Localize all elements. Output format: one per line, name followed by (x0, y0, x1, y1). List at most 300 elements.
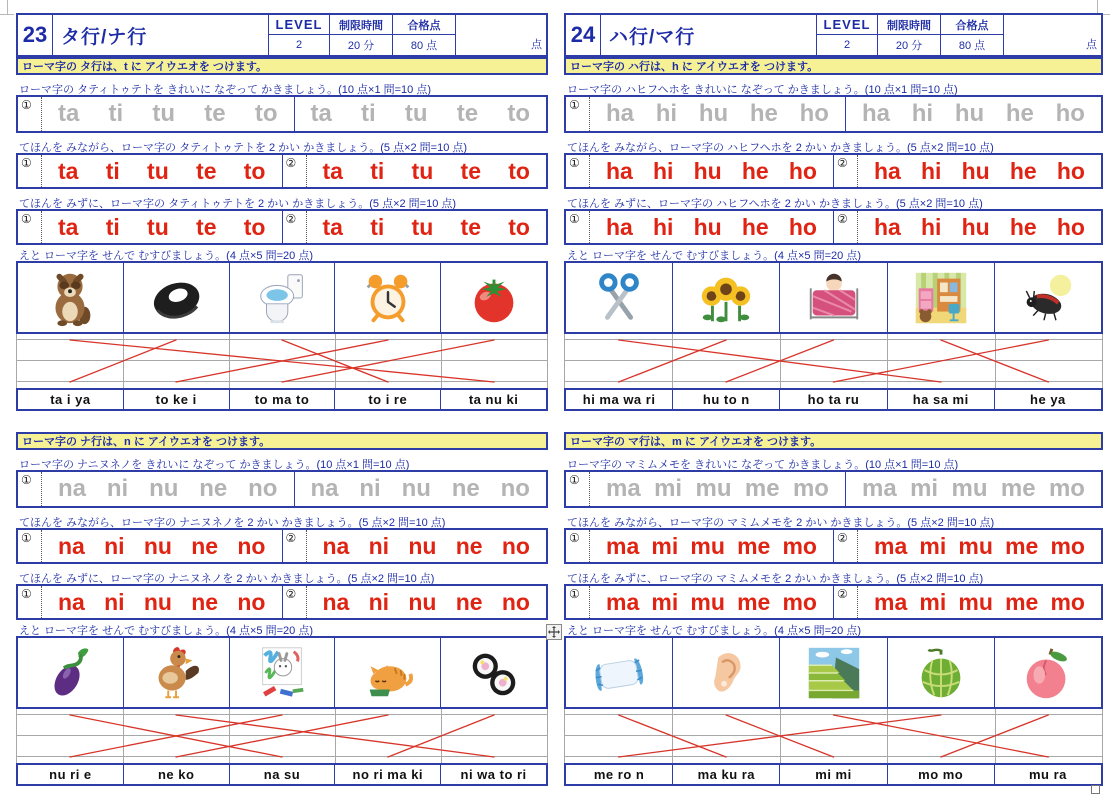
item-number-badge: ② (283, 586, 307, 618)
item-number-badge: ① (566, 97, 590, 131)
romaji-syllable: ma (874, 532, 908, 559)
match-connection-line (941, 340, 1048, 382)
match-connection-line (619, 340, 726, 382)
romaji-syllable: hu (954, 100, 985, 127)
connection-lines (565, 334, 1102, 388)
page-margin-mark-topright (1097, 0, 1098, 14)
romaji-syllable: tu (152, 100, 176, 127)
match-answer-label: nu ri e (18, 765, 124, 784)
memory-row (564, 584, 1103, 620)
romaji-syllable: me (744, 475, 780, 502)
memory-row (16, 584, 548, 620)
item-number-badge: ① (566, 155, 590, 187)
alarm-clock-icon (357, 267, 419, 329)
item-number-badge: ① (18, 586, 42, 618)
item-number-badge: ① (18, 211, 42, 243)
romaji-syllable: ta (322, 157, 343, 184)
level-value: 2 (816, 35, 877, 55)
romaji-syllable: ni (368, 588, 390, 615)
romaji-trace-text (590, 97, 845, 131)
romaji-written-text (307, 155, 547, 187)
match-connection-line (176, 715, 388, 757)
romaji-syllable: no (501, 532, 530, 559)
matching-lines-area (16, 334, 548, 388)
romaji-written-text (307, 586, 547, 618)
romaji-syllable: me (1000, 475, 1036, 502)
instruction-text: てほんを みながら、ローマ字の マミムメモを 2 かい かきましょう。(5 点×2 問=10 点) (567, 517, 995, 528)
item-number-badge: ① (566, 530, 590, 562)
sunflower-icon (695, 267, 757, 329)
romaji-syllable: mo (1048, 475, 1085, 502)
page-margin-mark-topleft-h (0, 14, 14, 15)
romaji-written-text (42, 530, 282, 562)
romaji-syllable: ma (606, 588, 640, 615)
romaji-syllable: ha (606, 157, 633, 184)
romaji-syllable: ne (191, 588, 219, 615)
match-answer-label: ma ku ra (673, 765, 780, 784)
romaji-syllable: he (741, 213, 769, 240)
worksheet-section (16, 432, 548, 786)
instruction-text: ローマ字の マミムメモを きれいに なぞって かきましょう。(10 点×1 問=10 点) (567, 459, 959, 470)
level-label: LEVEL (816, 15, 877, 35)
romaji-syllable: ho (799, 100, 829, 127)
memory-row (16, 209, 548, 245)
match-label-row (16, 388, 548, 411)
match-image-cell (566, 263, 673, 332)
romaji-syllable: nu (143, 532, 172, 559)
match-connection-line (834, 340, 1049, 382)
instruction-text: えと ローマ字を せんで むすびましょう。(4 点×5 問=20 点) (567, 250, 861, 261)
rule-bar: ローマ字の タ行は、t に アイウエオを つけます。 (16, 57, 548, 75)
romaji-trace-text (590, 472, 845, 506)
match-connection-line (388, 715, 494, 757)
match-answer-label: mo mo (888, 765, 995, 784)
romaji-syllable: mu (958, 532, 993, 559)
tire-icon (145, 267, 207, 329)
match-answer-label: no ri ma ki (335, 765, 441, 784)
romaji-trace-text (42, 97, 294, 131)
match-image-row (564, 636, 1103, 709)
romaji-trace-text (42, 472, 294, 506)
romaji-syllable: ha (606, 100, 635, 127)
match-image-cell (335, 638, 441, 707)
page-margin-mark-topleft (7, 0, 8, 14)
item-number-badge: ② (283, 155, 307, 187)
firefly-icon (1017, 267, 1079, 329)
instruction-text: てほんを みずに、ローマ字の マミムメモを 2 かい かきましょう。(5 点×2 問=10 点) (567, 573, 984, 584)
matching-lines-area (564, 334, 1103, 388)
item-number-badge: ② (834, 530, 858, 562)
page-sections (16, 57, 548, 786)
romaji-written-text (858, 211, 1101, 243)
item-number-badge: ① (18, 530, 42, 562)
romaji-syllable: nu (149, 475, 179, 502)
match-image-cell (441, 638, 546, 707)
match-label-row (16, 763, 548, 786)
norimaki-icon (463, 642, 525, 704)
romaji-syllable: tu (147, 157, 169, 184)
romaji-written-text (590, 155, 833, 187)
romaji-syllable: hu (698, 100, 729, 127)
instruction-text: てほんを みずに、ローマ字の タティトゥテトを 2 かい かきましょう。(5 点×2 問=10 点) (19, 198, 457, 209)
romaji-syllable: ho (1056, 213, 1085, 240)
romaji-syllable: mu (695, 475, 732, 502)
tomato-icon (463, 267, 525, 329)
tanuki-icon (39, 267, 101, 329)
romaji-syllable: te (460, 213, 481, 240)
romaji-syllable: na (58, 532, 85, 559)
connection-lines (17, 709, 547, 763)
time-limit-label: 制限時間 (329, 15, 392, 35)
match-connection-line (619, 715, 941, 757)
romaji-syllable: tu (404, 100, 428, 127)
connection-lines (565, 709, 1102, 763)
romaji-written-text (858, 530, 1101, 562)
romaji-syllable: hi (921, 213, 942, 240)
instruction-text: ローマ字の タティトゥテトを きれいに なぞって かきましょう。(10 点×1 問=10 点) (19, 84, 431, 95)
instruction-text: てほんを みずに、ローマ字の ナニヌネノを 2 かい かきましょう。(5 点×2 問=10 点) (19, 573, 435, 584)
romaji-syllable: ne (199, 475, 228, 502)
match-image-row (16, 636, 548, 709)
match-image-cell (230, 638, 336, 707)
instruction-text: えと ローマ字を せんで むすびましょう。(4 点×5 問=20 点) (19, 625, 313, 636)
romaji-trace-text (846, 472, 1101, 506)
romaji-syllable: hu (961, 213, 990, 240)
romaji-syllable: ni (104, 532, 125, 559)
romaji-syllable: me (737, 588, 771, 615)
romaji-syllable: mi (910, 475, 939, 502)
romaji-syllable: he (741, 157, 769, 184)
romaji-syllable: ho (1055, 100, 1085, 127)
romaji-syllable: ne (191, 532, 219, 559)
match-connection-line (726, 340, 833, 382)
item-number-badge: ① (566, 586, 590, 618)
table-move-handle[interactable] (546, 624, 562, 640)
match-answer-label: ta i ya (18, 390, 124, 409)
instruction-text: てほんを みながら、ローマ字の ハヒフヘホを 2 かい かきましょう。(5 点×2 問=10 点) (567, 142, 994, 153)
romaji-syllable: no (237, 588, 266, 615)
match-image-cell (780, 638, 887, 707)
match-connection-line (176, 340, 388, 382)
romaji-syllable: na (58, 588, 85, 615)
match-answer-label: mu ra (1028, 767, 1067, 782)
romaji-syllable: ho (788, 213, 817, 240)
romaji-syllable: mi (654, 475, 683, 502)
match-answer-label: to ke i (124, 390, 230, 409)
romaji-written-text (858, 586, 1101, 618)
worksheet-section (16, 57, 548, 411)
move-arrows-icon (548, 626, 560, 638)
item-number-badge: ② (834, 155, 858, 187)
match-image-row (16, 261, 548, 334)
item-number-badge: ① (18, 97, 42, 131)
match-label-row (564, 763, 1103, 786)
match-answer-label: ta nu ki (468, 392, 519, 407)
romaji-syllable: ha (874, 157, 901, 184)
melon-icon (910, 642, 972, 704)
romaji-syllable: ho (788, 157, 817, 184)
lesson-number: 23 (22, 22, 48, 47)
romaji-written-text (42, 211, 282, 243)
match-image-cell (124, 263, 230, 332)
match-connection-line (941, 715, 1048, 757)
worksheet-header (16, 13, 548, 57)
romaji-syllable: mu (690, 588, 725, 615)
score-entry-cell: 点 (1003, 15, 1101, 55)
romaji-syllable: ni (106, 475, 129, 502)
romaji-syllable: mi (919, 588, 947, 615)
match-connection-line (282, 340, 388, 382)
romaji-syllable: me (737, 532, 771, 559)
romaji-syllable: ti (370, 157, 385, 184)
match-image-cell (995, 263, 1101, 332)
romaji-syllable: ha (606, 213, 633, 240)
match-image-cell (780, 263, 887, 332)
romaji-syllable: te (456, 100, 479, 127)
romaji-written-text (858, 155, 1101, 187)
copy-row (16, 153, 548, 189)
romaji-syllable: tu (411, 157, 434, 184)
item-number-badge: ① (566, 472, 590, 506)
worksheet-page-23 (16, 13, 548, 786)
romaji-syllable: na (322, 532, 350, 559)
copy-row (16, 528, 548, 564)
item-number-badge: ② (283, 211, 307, 243)
instruction-text: えと ローマ字を せんで むすびましょう。(4 点×5 問=20 点) (567, 625, 861, 636)
romaji-syllable: ta (310, 100, 332, 127)
instruction-text: ローマ字の ナニヌネノを きれいに なぞって かきましょう。(10 点×1 問=10 点) (19, 459, 410, 470)
romaji-syllable: te (204, 100, 226, 127)
peach-icon (1017, 642, 1079, 704)
lesson-number: 24 (570, 22, 596, 47)
romaji-syllable: ta (58, 100, 80, 127)
romaji-syllable: nu (401, 475, 431, 502)
trace-row (564, 470, 1103, 508)
match-answer-label: he ya (1030, 392, 1066, 407)
match-connection-line (70, 340, 176, 382)
instruction-text: えと ローマ字を せんで むすびましょう。(4 点×5 問=20 点) (19, 250, 313, 261)
romaji-syllable: hi (653, 213, 674, 240)
match-image-cell (18, 638, 124, 707)
page-sections (564, 57, 1103, 786)
romaji-written-text (590, 211, 833, 243)
scissors-icon (588, 267, 650, 329)
romaji-syllable: hi (921, 157, 942, 184)
instruction-text: てほんを みずに、ローマ字の ハヒフヘホを 2 かい かきましょう。(5 点×2 問=10 点) (567, 198, 983, 209)
time-limit-value: 20 分 (329, 35, 392, 55)
romaji-written-text (590, 530, 833, 562)
copy-row (564, 153, 1103, 189)
pass-score-value: 80 点 (940, 35, 1003, 55)
time-limit-label: 制限時間 (877, 15, 940, 35)
romaji-syllable: to (508, 213, 530, 240)
item-number-badge: ② (834, 211, 858, 243)
match-answer-label: na su (230, 765, 336, 784)
instruction-text: てほんを みながら、ローマ字の ナニヌネノを 2 かい かきましょう。(5 点×2 問=10 点) (19, 517, 446, 528)
time-limit-value: 20 分 (877, 35, 940, 55)
match-connection-line (176, 715, 494, 757)
match-image-cell (673, 263, 780, 332)
romaji-syllable: hi (655, 100, 678, 127)
match-image-cell (124, 638, 230, 707)
romaji-syllable: to (507, 100, 530, 127)
romaji-syllable: ni (368, 532, 390, 559)
romaji-syllable: nu (408, 588, 437, 615)
romaji-syllable: ma (606, 532, 640, 559)
romaji-syllable: mu (951, 475, 988, 502)
romaji-syllable: nu (408, 532, 437, 559)
item-number-badge: ① (18, 472, 42, 506)
romaji-syllable: ne (455, 588, 483, 615)
match-answer-label: ne ko (124, 765, 230, 784)
romaji-syllable: no (501, 588, 530, 615)
match-answer-label: to i re (335, 390, 441, 409)
match-answer-label: ni wa to ri (460, 767, 527, 782)
level-value: 2 (268, 35, 329, 55)
match-image-cell (441, 263, 546, 332)
romaji-syllable: nu (143, 588, 172, 615)
table-resize-handle[interactable] (1091, 785, 1100, 794)
rule-bar: ローマ字の ナ行は、n に アイウエオを つけます。 (16, 432, 548, 450)
connection-lines (17, 334, 547, 388)
memory-row (564, 209, 1103, 245)
romaji-syllable: mi (919, 532, 947, 559)
match-answer-label: me ro n (566, 765, 673, 784)
romaji-written-text (307, 211, 547, 243)
romaji-syllable: ti (361, 100, 376, 127)
rule-bar: ローマ字の ハ行は、h に アイウエオを つけます。 (564, 57, 1103, 75)
lesson-title: タ行/ナ行 (52, 15, 268, 55)
match-image-row (564, 261, 1103, 334)
coloring-page-icon (251, 642, 313, 704)
romaji-syllable: ti (105, 157, 120, 184)
score-entry-cell: 点 (455, 15, 546, 55)
romaji-syllable: to (243, 157, 266, 184)
item-number-badge: ② (283, 530, 307, 562)
romaji-syllable: ti (105, 213, 120, 240)
match-answer-label: to ma to (230, 390, 336, 409)
romaji-written-text (307, 530, 547, 562)
romaji-syllable: ma (606, 475, 641, 502)
romaji-syllable: mo (782, 588, 817, 615)
match-image-cell (673, 638, 780, 707)
match-image-cell (230, 263, 336, 332)
romaji-syllable: ho (1056, 157, 1085, 184)
romaji-syllable: ta (322, 213, 343, 240)
romaji-syllable: ni (104, 588, 125, 615)
romaji-syllable: hu (961, 157, 990, 184)
romaji-syllable: hi (911, 100, 934, 127)
romaji-syllable: te (460, 157, 481, 184)
eggplant-icon (39, 642, 101, 704)
romaji-syllable: he (1009, 213, 1037, 240)
romaji-syllable: mo (782, 532, 817, 559)
romaji-syllable: na (322, 588, 350, 615)
romaji-written-text (590, 586, 833, 618)
pass-score-label: 合格点 (940, 15, 1003, 35)
romaji-syllable: ne (455, 532, 483, 559)
match-answer-label: ha sa mi (888, 390, 995, 409)
pillow-icon (588, 642, 650, 704)
romaji-syllable: ti (370, 213, 385, 240)
match-answer-label: hu to n (673, 390, 780, 409)
match-image-cell (566, 638, 673, 707)
pass-score-value: 80 点 (392, 35, 455, 55)
romaji-syllable: tu (411, 213, 434, 240)
match-image-cell (888, 638, 995, 707)
romaji-syllable: he (1005, 100, 1034, 127)
romaji-syllable: no (500, 475, 530, 502)
romaji-trace-text (846, 97, 1101, 131)
romaji-syllable: te (196, 213, 217, 240)
room-icon (910, 267, 972, 329)
match-answer-label: ho ta ru (780, 390, 887, 409)
match-image-cell (995, 638, 1101, 707)
romaji-syllable: he (1009, 157, 1037, 184)
pass-score-label: 合格点 (392, 15, 455, 35)
level-label: LEVEL (268, 15, 329, 35)
romaji-syllable: no (248, 475, 278, 502)
romaji-syllable: na (58, 475, 87, 502)
romaji-syllable: ti (108, 100, 124, 127)
lesson-title: ハ行/マ行 (600, 15, 816, 55)
match-connection-line (834, 715, 1049, 757)
worksheet-section (564, 432, 1103, 786)
match-connection-line (282, 340, 494, 382)
ear-icon (695, 642, 757, 704)
matching-lines-area (16, 709, 548, 763)
trace-row (16, 470, 548, 508)
romaji-written-text (42, 586, 282, 618)
romaji-syllable: me (1005, 588, 1039, 615)
romaji-syllable: hi (653, 157, 674, 184)
romaji-syllable: ha (874, 213, 901, 240)
rice-terrace-icon (803, 642, 865, 704)
match-answer-label: mi mi (780, 765, 887, 784)
copy-row (564, 528, 1103, 564)
romaji-syllable: hu (693, 157, 722, 184)
romaji-syllable: no (237, 532, 266, 559)
futon-icon (803, 267, 865, 329)
romaji-syllable: he (749, 100, 778, 127)
romaji-syllable: tu (147, 213, 169, 240)
match-image-cell (18, 263, 124, 332)
romaji-syllable: me (1005, 532, 1039, 559)
worksheet-section (564, 57, 1103, 411)
item-number-badge: ① (566, 211, 590, 243)
item-number-badge: ① (18, 155, 42, 187)
romaji-syllable: ne (451, 475, 480, 502)
romaji-syllable: mo (792, 475, 829, 502)
romaji-syllable: hu (693, 213, 722, 240)
instruction-text: てほんを みながら、ローマ字の タティトゥテトを 2 かい かきましょう。(5 点×2 問=10 点) (19, 142, 468, 153)
romaji-syllable: ma (862, 475, 897, 502)
romaji-syllable: ta (58, 157, 79, 184)
romaji-syllable: na (310, 475, 339, 502)
romaji-trace-text (295, 472, 547, 506)
worksheet-page-24 (564, 13, 1103, 786)
match-connection-line (619, 715, 726, 757)
romaji-syllable: mu (958, 588, 993, 615)
romaji-syllable: mi (651, 588, 679, 615)
trace-row (564, 95, 1103, 133)
toilet-icon (251, 267, 313, 329)
match-image-cell (335, 263, 441, 332)
rule-bar: ローマ字の マ行は、m に アイウエオを つけます。 (564, 432, 1103, 450)
romaji-syllable: ta (58, 213, 79, 240)
romaji-syllable: mo (1050, 588, 1085, 615)
item-number-badge: ② (834, 586, 858, 618)
